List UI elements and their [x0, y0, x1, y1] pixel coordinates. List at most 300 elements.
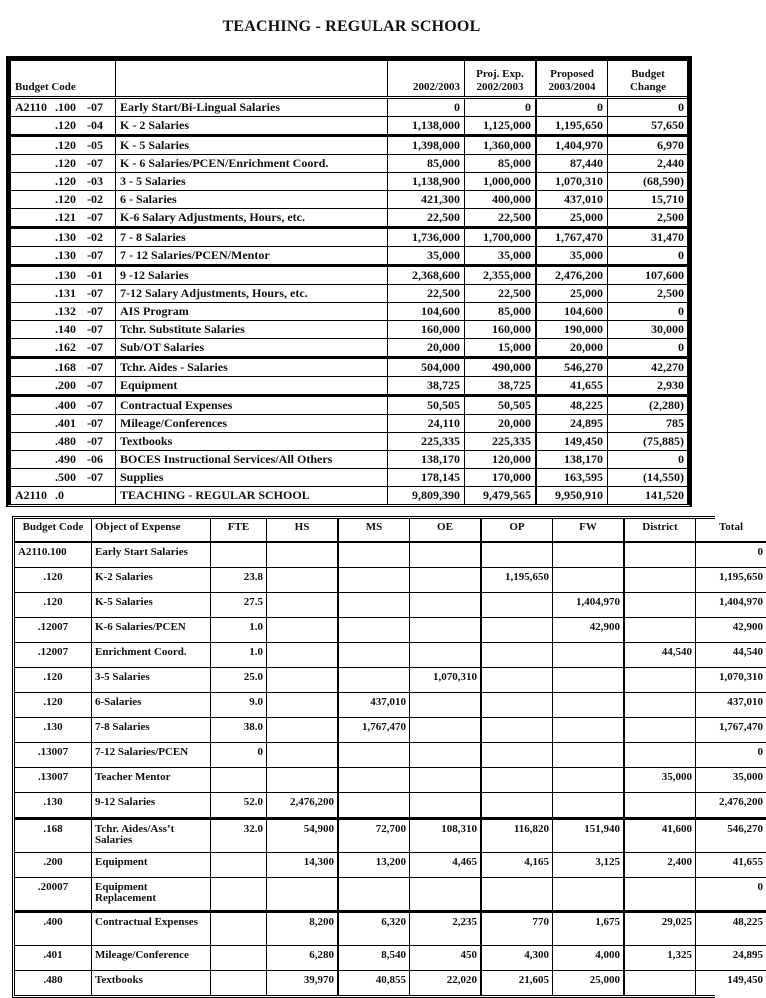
budget-row: [11, 265, 688, 284]
proposed-value: 24,895: [536, 414, 608, 432]
fw-value: [553, 793, 625, 819]
budget-table-header: [11, 61, 688, 97]
oe-value: [410, 618, 482, 643]
description: BOCES Instructional Services/All Others: [116, 450, 388, 468]
allocation-row: [15, 912, 766, 946]
oe-value: [410, 568, 482, 593]
ms-value: [338, 618, 410, 643]
object-of-expense: Tchr. Aides/Ass’t Salaries: [92, 819, 211, 853]
fw-value: [553, 768, 625, 793]
location-code: -04: [87, 117, 107, 134]
location-code: -07: [87, 303, 107, 320]
fw-value: [553, 643, 625, 668]
object-of-expense: Contractual Expenses: [92, 912, 211, 946]
change-value: 0: [608, 338, 689, 357]
budget-row: [11, 450, 688, 468]
budget-code: .200: [15, 853, 92, 878]
description: 7 - 12 Salaries/PCEN/Mentor: [116, 246, 388, 265]
location-code: -07: [87, 99, 107, 116]
ms-value: [338, 743, 410, 768]
object-of-expense: 9-12 Salaries: [92, 793, 211, 819]
proposed-value: 1,070,310: [536, 172, 608, 190]
location-code: -03: [87, 173, 107, 190]
description: AIS Program: [116, 302, 388, 320]
budget-row: [11, 284, 688, 302]
district-value: 41,600: [624, 819, 696, 853]
op-value: 4,300: [481, 946, 553, 971]
object-code: .200: [55, 377, 87, 394]
proj-exp-value: 9,479,565: [465, 486, 537, 504]
op-value: [481, 743, 553, 768]
object-code: .131: [55, 285, 87, 302]
total-value: 0: [696, 878, 766, 912]
object-code: .162: [55, 339, 87, 356]
ms-value: 1,767,470: [338, 718, 410, 743]
actual-value: 504,000: [388, 357, 465, 376]
district-value: 29,025: [624, 912, 696, 946]
budget-table: [11, 61, 688, 504]
proj-exp-value: 15,000: [465, 338, 537, 357]
fund-code: A2110: [15, 99, 55, 116]
budget-code: .130: [15, 793, 92, 819]
allocation-row: [15, 853, 766, 878]
hs-value: [267, 593, 339, 618]
oe-value: 4,465: [410, 853, 482, 878]
object-code: .120: [55, 155, 87, 172]
object-code: .130: [55, 267, 87, 284]
budget-row: [11, 190, 688, 208]
location-code: -02: [87, 191, 107, 208]
allocation-row: [15, 643, 766, 668]
proj-exp-value: 0: [465, 97, 537, 116]
hs-value: [267, 542, 339, 568]
op-value: [481, 693, 553, 718]
proposed-value: 2,476,200: [536, 265, 608, 284]
location-code: -07: [87, 321, 107, 338]
proposed-value: 1,195,650: [536, 116, 608, 135]
object-of-expense: 7-8 Salaries: [92, 718, 211, 743]
proposed-value: 546,270: [536, 357, 608, 376]
object-code: .400: [55, 397, 87, 414]
hs-value: [267, 643, 339, 668]
hs-value: [267, 693, 339, 718]
proj-exp-value: 120,000: [465, 450, 537, 468]
location-code: -05: [87, 137, 107, 154]
change-value: (14,550): [608, 468, 689, 486]
actual-value: 421,300: [388, 190, 465, 208]
budget-code: [11, 154, 116, 172]
ms-value: [338, 643, 410, 668]
district-value: 35,000: [624, 768, 696, 793]
change-value: 42,270: [608, 357, 689, 376]
allocation-row: [15, 946, 766, 971]
object-code: .480: [55, 433, 87, 450]
change-value: 0: [608, 450, 689, 468]
location-code: -07: [87, 209, 107, 226]
change-value: 2,440: [608, 154, 689, 172]
proj-exp-value: 225,335: [465, 432, 537, 450]
actual-value: 35,000: [388, 246, 465, 265]
description: 6 - Salaries: [116, 190, 388, 208]
actual-value: 160,000: [388, 320, 465, 338]
header-description: [116, 61, 388, 97]
total-value: 0: [696, 743, 766, 768]
location-code: -07: [87, 359, 107, 376]
ms-value: [338, 768, 410, 793]
budget-row: [11, 320, 688, 338]
total-value: 1,404,970: [696, 593, 766, 618]
budget-code: [11, 284, 116, 302]
budget-row: [11, 154, 688, 172]
object-of-expense: 3-5 Salaries: [92, 668, 211, 693]
header-hs: HS: [267, 519, 339, 542]
op-value: [481, 768, 553, 793]
budget-code: [11, 338, 116, 357]
district-value: [624, 878, 696, 912]
oe-value: [410, 768, 482, 793]
header-change-line1: Budget: [631, 68, 665, 80]
description: Tchr. Aides - Salaries: [116, 357, 388, 376]
hs-value: 8,200: [267, 912, 339, 946]
ms-value: [338, 568, 410, 593]
hs-value: [267, 718, 339, 743]
fw-value: [553, 693, 625, 718]
budget-code: .400: [15, 912, 92, 946]
fte-value: [211, 853, 267, 878]
fte-value: [211, 542, 267, 568]
proj-exp-value: 170,000: [465, 468, 537, 486]
fw-value: 1,404,970: [553, 593, 625, 618]
allocation-row: [15, 618, 766, 643]
header-proposed-line2: 2003/2004: [548, 81, 595, 93]
change-value: (2,280): [608, 395, 689, 414]
actual-value: 9,809,390: [388, 486, 465, 504]
allocation-row: [15, 668, 766, 693]
budget-code: .12007: [15, 618, 92, 643]
location-code: -02: [87, 229, 107, 246]
ms-value: [338, 878, 410, 912]
object-code: .120: [55, 173, 87, 190]
actual-value: 2,368,600: [388, 265, 465, 284]
total-value: 42,900: [696, 618, 766, 643]
district-value: [624, 718, 696, 743]
district-value: [624, 693, 696, 718]
hs-value: [267, 878, 339, 912]
allocation-table: [15, 519, 766, 995]
header-ms: MS: [338, 519, 410, 542]
total-value: 1,195,650: [696, 568, 766, 593]
budget-code: [11, 450, 116, 468]
oe-value: [410, 718, 482, 743]
total-value: 2,476,200: [696, 793, 766, 819]
oe-value: [410, 693, 482, 718]
actual-value: 50,505: [388, 395, 465, 414]
oe-value: [410, 542, 482, 568]
actual-value: 178,145: [388, 468, 465, 486]
description: K-6 Salary Adjustments, Hours, etc.: [116, 208, 388, 227]
proj-exp-value: 1,125,000: [465, 116, 537, 135]
hs-value: [267, 568, 339, 593]
fte-value: 23.8: [211, 568, 267, 593]
actual-value: 85,000: [388, 154, 465, 172]
object-of-expense: K-5 Salaries: [92, 593, 211, 618]
object-of-expense: K-6 Salaries/PCEN: [92, 618, 211, 643]
budget-code: [11, 376, 116, 395]
budget-row: [11, 468, 688, 486]
header-proj-exp-line2: 2002/2003: [476, 81, 523, 93]
actual-value: 225,335: [388, 432, 465, 450]
object-code: .168: [55, 359, 87, 376]
op-value: 770: [481, 912, 553, 946]
proposed-value: 87,440: [536, 154, 608, 172]
district-value: [624, 568, 696, 593]
budget-total-row: [11, 486, 688, 504]
proposed-value: 9,950,910: [536, 486, 608, 504]
description: K - 6 Salaries/PCEN/Enrichment Coord.: [116, 154, 388, 172]
object-of-expense: Textbooks: [92, 971, 211, 996]
district-value: [624, 971, 696, 996]
budget-row: [11, 338, 688, 357]
budget-code: [11, 246, 116, 265]
header-fte: FTE: [211, 519, 267, 542]
district-value: [624, 618, 696, 643]
change-value: 2,930: [608, 376, 689, 395]
object-code: .120: [55, 117, 87, 134]
budget-code: [11, 116, 116, 135]
budget-code: [11, 172, 116, 190]
allocation-table-container: [12, 516, 715, 998]
hs-value: 54,900: [267, 819, 339, 853]
budget-row: [11, 116, 688, 135]
oe-value: 450: [410, 946, 482, 971]
change-value: 6,970: [608, 135, 689, 154]
fte-value: [211, 912, 267, 946]
proposed-value: 41,655: [536, 376, 608, 395]
proj-exp-value: 1,000,000: [465, 172, 537, 190]
op-value: 1,195,650: [481, 568, 553, 593]
fw-value: 4,000: [553, 946, 625, 971]
oe-value: [410, 593, 482, 618]
proposed-value: 25,000: [536, 284, 608, 302]
object-code: .130: [55, 247, 87, 264]
header-district: District: [624, 519, 696, 542]
budget-code: .120: [15, 668, 92, 693]
description: Equipment: [116, 376, 388, 395]
fte-value: 38.0: [211, 718, 267, 743]
proposed-value: 25,000: [536, 208, 608, 227]
description: Mileage/Conferences: [116, 414, 388, 432]
change-value: (68,590): [608, 172, 689, 190]
fw-value: [553, 668, 625, 693]
proposed-value: 149,450: [536, 432, 608, 450]
proj-exp-value: 2,355,000: [465, 265, 537, 284]
ms-value: 8,540: [338, 946, 410, 971]
hs-value: [267, 668, 339, 693]
description: Tchr. Substitute Salaries: [116, 320, 388, 338]
location-code: -07: [87, 247, 107, 264]
change-value: 2,500: [608, 208, 689, 227]
change-value: 57,650: [608, 116, 689, 135]
header-object-of-expense: Object of Expense: [92, 519, 211, 542]
object-code: .500: [55, 469, 87, 486]
budget-code: [11, 395, 116, 414]
oe-value: 2,235: [410, 912, 482, 946]
description: Textbooks: [116, 432, 388, 450]
change-value: 31,470: [608, 227, 689, 246]
budget-code: .168: [15, 819, 92, 853]
total-value: 24,895: [696, 946, 766, 971]
actual-value: 104,600: [388, 302, 465, 320]
description: Early Start/Bi-Lingual Salaries: [116, 97, 388, 116]
budget-code: [11, 97, 116, 116]
fte-value: [211, 878, 267, 912]
hs-value: 2,476,200: [267, 793, 339, 819]
proposed-value: 163,595: [536, 468, 608, 486]
fw-value: [553, 568, 625, 593]
location-code: -01: [87, 267, 107, 284]
change-value: 2,500: [608, 284, 689, 302]
total-value: 149,450: [696, 971, 766, 996]
hs-value: [267, 743, 339, 768]
location-code: -07: [87, 415, 107, 432]
budget-code: [11, 265, 116, 284]
actual-value: 1,398,000: [388, 135, 465, 154]
budget-code: .120: [15, 568, 92, 593]
budget-row: [11, 376, 688, 395]
actual-value: 0: [388, 97, 465, 116]
proj-exp-value: 1,360,000: [465, 135, 537, 154]
op-value: [481, 542, 553, 568]
total-value: 44,540: [696, 643, 766, 668]
object-of-expense: Early Start Salaries: [92, 542, 211, 568]
proposed-value: 138,170: [536, 450, 608, 468]
description: K - 5 Salaries: [116, 135, 388, 154]
proposed-value: 1,404,970: [536, 135, 608, 154]
ms-value: 437,010: [338, 693, 410, 718]
header-change-line2: Change: [630, 81, 666, 93]
proj-exp-value: 160,000: [465, 320, 537, 338]
budget-row: [11, 135, 688, 154]
proposed-value: 1,767,470: [536, 227, 608, 246]
header-proposed: [536, 61, 608, 97]
page-title: TEACHING - REGULAR SCHOOL: [0, 18, 703, 36]
actual-value: 22,500: [388, 284, 465, 302]
description: 7-12 Salary Adjustments, Hours, etc.: [116, 284, 388, 302]
proposed-value: 104,600: [536, 302, 608, 320]
budget-code: .12007: [15, 643, 92, 668]
hs-value: 14,300: [267, 853, 339, 878]
proj-exp-value: 400,000: [465, 190, 537, 208]
budget-code: [11, 320, 116, 338]
description: K - 2 Salaries: [116, 116, 388, 135]
budget-row: [11, 208, 688, 227]
hs-value: [267, 768, 339, 793]
budget-table-container: [6, 56, 692, 507]
proj-exp-value: 490,000: [465, 357, 537, 376]
ms-value: [338, 593, 410, 618]
actual-value: 24,110: [388, 414, 465, 432]
hs-value: 39,970: [267, 971, 339, 996]
actual-value: 1,138,900: [388, 172, 465, 190]
total-value: 437,010: [696, 693, 766, 718]
object-code: .121: [55, 209, 87, 226]
proposed-value: 20,000: [536, 338, 608, 357]
ms-value: [338, 793, 410, 819]
budget-row: [11, 395, 688, 414]
change-value: 141,520: [608, 486, 689, 504]
budget-code: .13007: [15, 743, 92, 768]
proposed-value: 437,010: [536, 190, 608, 208]
total-value: 1,767,470: [696, 718, 766, 743]
location-code: -07: [87, 155, 107, 172]
proposed-value: 35,000: [536, 246, 608, 265]
allocation-row: [15, 768, 766, 793]
proj-exp-value: 85,000: [465, 154, 537, 172]
fte-value: [211, 971, 267, 996]
fte-value: [211, 946, 267, 971]
object-code: .140: [55, 321, 87, 338]
header-budget-change: [608, 61, 689, 97]
allocation-row: [15, 568, 766, 593]
object-code: .130: [55, 229, 87, 246]
op-value: 4,165: [481, 853, 553, 878]
change-value: 15,710: [608, 190, 689, 208]
op-value: [481, 793, 553, 819]
op-value: [481, 668, 553, 693]
budget-row: [11, 432, 688, 450]
allocation-row: [15, 718, 766, 743]
description: 7 - 8 Salaries: [116, 227, 388, 246]
object-code: .490: [55, 451, 87, 468]
object-of-expense: Enrichment Coord.: [92, 643, 211, 668]
district-value: [624, 593, 696, 618]
fw-value: 151,940: [553, 819, 625, 853]
proposed-value: 48,225: [536, 395, 608, 414]
change-value: (75,885): [608, 432, 689, 450]
proj-exp-value: 22,500: [465, 284, 537, 302]
header-fw: FW: [553, 519, 625, 542]
object-code: .100: [55, 99, 87, 116]
fte-value: 32.0: [211, 819, 267, 853]
object-of-expense: Equipment Replacement: [92, 878, 211, 912]
fw-value: [553, 718, 625, 743]
object-code: .401: [55, 415, 87, 432]
budget-code: .401: [15, 946, 92, 971]
fte-value: 25.0: [211, 668, 267, 693]
budget-row: [11, 246, 688, 265]
budget-row: [11, 357, 688, 376]
location-code: -07: [87, 377, 107, 394]
fw-value: [553, 878, 625, 912]
allocation-row: [15, 743, 766, 768]
fw-value: 1,675: [553, 912, 625, 946]
op-value: [481, 878, 553, 912]
fund-code: A2110: [15, 487, 55, 504]
ms-value: 72,700: [338, 819, 410, 853]
allocation-row: [15, 542, 766, 568]
budget-code: .13007: [15, 768, 92, 793]
fw-value: 3,125: [553, 853, 625, 878]
description: 3 - 5 Salaries: [116, 172, 388, 190]
header-proj-exp: [465, 61, 537, 97]
budget-code: [11, 414, 116, 432]
allocation-row: [15, 593, 766, 618]
header-total: Total: [696, 519, 766, 542]
fte-value: 27.5: [211, 593, 267, 618]
district-value: 1,325: [624, 946, 696, 971]
budget-code: [11, 468, 116, 486]
actual-value: 1,736,000: [388, 227, 465, 246]
